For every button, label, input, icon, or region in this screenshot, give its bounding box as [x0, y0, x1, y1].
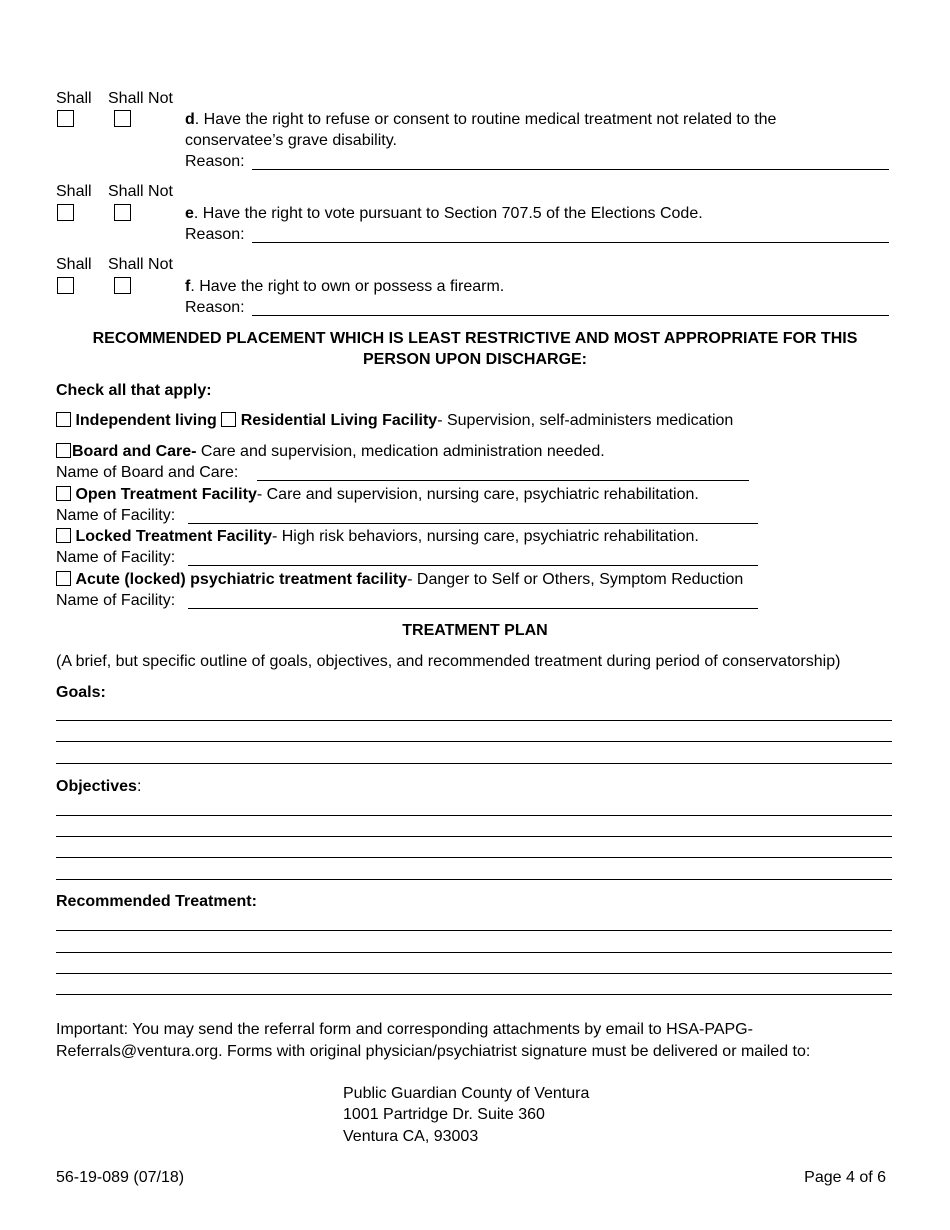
shall-not-checkbox-d[interactable] — [114, 110, 131, 127]
shall-label-e: Shall — [56, 183, 92, 200]
open-treatment-checkbox[interactable] — [56, 486, 71, 501]
right-f-line: . Have the right to own or possess a firearm. — [190, 278, 505, 295]
page-number: Page 4 of 6 — [804, 1169, 886, 1186]
recommended-treatment-label: Recommended Treatment: — [56, 893, 257, 910]
treatment-plan-description: (A brief, but specific outline of goals, objectives, and recommended treatment during period of conservatorship) — [56, 653, 841, 670]
open-treatment-row — [56, 485, 699, 505]
open-facility-name-field[interactable] — [188, 523, 758, 524]
objectives-line[interactable] — [56, 815, 892, 816]
reason-field-e[interactable] — [252, 242, 889, 243]
right-f-letter: f — [185, 278, 191, 295]
shall-label-d: Shall — [56, 90, 92, 107]
shall-not-label-e: Shall Not — [108, 183, 173, 200]
board-care-row — [56, 442, 605, 462]
shall-checkbox-e[interactable] — [57, 204, 74, 221]
reason-field-f[interactable] — [252, 315, 889, 316]
reason-label-f: Reason: — [185, 299, 245, 316]
recommended-treatment-line[interactable] — [56, 973, 892, 974]
board-care-desc: Care and supervision, medication administration needed. — [196, 443, 605, 460]
objectives-line[interactable] — [56, 836, 892, 837]
recommended-treatment-line[interactable] — [56, 952, 892, 953]
open-facility-name-label: Name of Facility: — [56, 507, 176, 524]
objectives-colon: : — [136, 778, 142, 795]
acute-facility-checkbox[interactable] — [56, 571, 71, 586]
acute-facility-name-field[interactable] — [188, 608, 758, 609]
right-d-text — [185, 110, 776, 130]
right-e-text — [185, 204, 703, 224]
treatment-plan-heading: TREATMENT PLAN — [402, 622, 548, 639]
locked-facility-name-label: Name of Facility: — [56, 549, 176, 566]
locked-facility-name-field[interactable] — [188, 565, 758, 566]
locked-treatment-checkbox[interactable] — [56, 528, 71, 543]
right-d-line2: conservatee’s grave disability. — [185, 132, 397, 149]
shall-not-label-d: Shall Not — [108, 90, 173, 107]
objectives-label-text: Objectives — [56, 778, 137, 795]
reason-label-e: Reason: — [185, 226, 245, 243]
board-care-name-label: Name of Board and Care: — [56, 464, 239, 481]
reason-label-d: Reason: — [185, 153, 245, 170]
goals-line[interactable] — [56, 720, 892, 721]
shall-label-f: Shall — [56, 256, 92, 273]
independent-living-checkbox[interactable] — [56, 412, 71, 427]
reason-field-d[interactable] — [252, 169, 889, 170]
acute-facility-desc: - Danger to Self or Others, Symptom Reduction — [407, 571, 744, 588]
acute-facility-name-label: Name of Facility: — [56, 592, 176, 609]
right-e-letter: e — [185, 205, 194, 222]
acute-facility-row — [56, 570, 743, 590]
recommended-treatment-line[interactable] — [56, 994, 892, 995]
goals-line[interactable] — [56, 741, 892, 742]
locked-treatment-row — [56, 527, 699, 547]
shall-not-label-f: Shall Not — [108, 256, 173, 273]
important-note-line1: Important: You may send the referral form and corresponding attachments by email to HSA-PAPG- — [56, 1021, 753, 1038]
objectives-line[interactable] — [56, 857, 892, 858]
locked-treatment-desc: - High risk behaviors, nursing care, psychiatric rehabilitation. — [271, 528, 699, 545]
residential-living-label: Residential Living Facility — [240, 412, 438, 429]
shall-checkbox-d[interactable] — [57, 110, 74, 127]
goals-label: Goals: — [56, 684, 106, 701]
important-note-line2: Referrals@ventura.org. Forms with original physician/psychiatrist signature must be delivered or mailed to: — [56, 1043, 811, 1060]
objectives-line[interactable] — [56, 879, 892, 880]
open-treatment-label: Open Treatment Facility — [75, 486, 257, 503]
goals-line[interactable] — [56, 763, 892, 764]
objectives-label — [56, 777, 141, 797]
placement-heading-line2: PERSON UPON DISCHARGE: — [362, 351, 588, 368]
check-all-label: Check all that apply: — [56, 382, 212, 399]
shall-checkbox-f[interactable] — [57, 277, 74, 294]
right-d-line1: . Have the right to refuse or consent to routine medical treatment not related to the — [194, 111, 777, 128]
board-care-checkbox[interactable] — [56, 443, 71, 458]
recommended-treatment-line[interactable] — [56, 930, 892, 931]
locked-treatment-label: Locked Treatment Facility — [75, 528, 272, 545]
address-line2: 1001 Partridge Dr. Suite 360 — [343, 1106, 545, 1123]
residential-living-desc: - Supervision, self-administers medication — [437, 412, 734, 429]
independent-residential-row — [56, 411, 733, 431]
shall-not-checkbox-f[interactable] — [114, 277, 131, 294]
shall-not-checkbox-e[interactable] — [114, 204, 131, 221]
right-e-line: . Have the right to vote pursuant to Section 707.5 of the Elections Code. — [193, 205, 703, 222]
right-f-text — [185, 277, 504, 297]
acute-facility-label: Acute (locked) psychiatric treatment facility — [75, 571, 408, 588]
form-number: 56-19-089 (07/18) — [56, 1169, 185, 1186]
address-line1: Public Guardian County of Ventura — [343, 1085, 590, 1102]
board-care-name-field[interactable] — [257, 480, 749, 481]
residential-living-checkbox[interactable] — [221, 412, 236, 427]
address-line3: Ventura CA, 93003 — [343, 1128, 479, 1145]
placement-heading-line1: RECOMMENDED PLACEMENT WHICH IS LEAST RESTRICTIVE AND MOST APPROPRIATE FOR THIS — [92, 330, 858, 347]
board-care-label: Board and Care- — [72, 443, 197, 460]
independent-living-label: Independent living — [75, 412, 217, 429]
right-d-letter: d — [185, 111, 195, 128]
open-treatment-desc: - Care and supervision, nursing care, psychiatric rehabilitation. — [256, 486, 699, 503]
